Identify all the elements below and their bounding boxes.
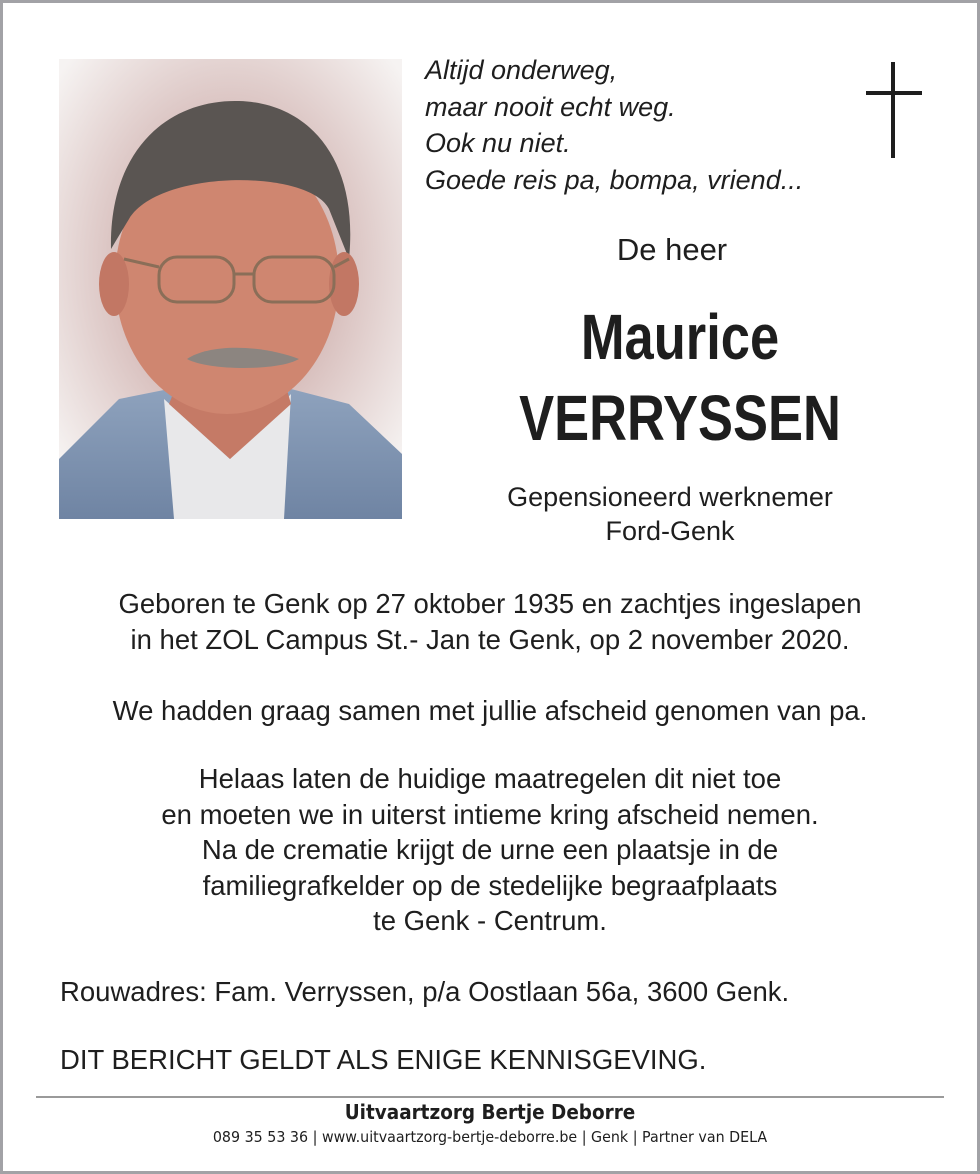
- occupation-line: Gepensioneerd werknemer: [507, 482, 833, 512]
- funeral-home-name: Uitvaartzorg Bertje Deborre: [344, 1100, 636, 1124]
- occupation-line: Ford-Genk: [605, 516, 735, 546]
- mourning-address: Rouwadres: Fam. Verryssen, p/a Oostlaan 56a, 3600 Genk.: [60, 976, 790, 1007]
- funeral-home-contact: 089 35 53 36 | www.uitvaartzorg-bertje-deborre.be | Genk | Partner van DELA: [212, 1128, 768, 1146]
- text-line: Helaas laten de huidige maatregelen dit niet toe: [198, 763, 782, 794]
- poem-line: Ook nu niet.: [425, 128, 571, 158]
- text-line: in het ZOL Campus St.- Jan te Genk, op 2 november 2020.: [130, 623, 850, 655]
- poem-line: maar nooit echt weg.: [425, 91, 676, 122]
- first-name: Maurice: [580, 301, 780, 373]
- text-line: Na de crematie krijgt de urne een plaatsje in de: [201, 834, 779, 865]
- birth-death-text: [0, 586, 980, 657]
- text-line: Geboren te Genk op 27 oktober 1935 en zachtjes ingeslapen: [118, 588, 862, 619]
- footer-divider: [36, 1096, 944, 1098]
- farewell-text: We hadden graag samen met jullie afscheid genomen van pa.: [112, 695, 868, 726]
- arrangements-text: [0, 761, 980, 939]
- text-line: en moeten we in uiterst intieme kring afscheid nemen.: [161, 798, 819, 830]
- text-line: te Genk - Centrum.: [373, 905, 607, 936]
- poem: [425, 52, 803, 198]
- cross-icon: [866, 62, 922, 158]
- poem-line: Altijd onderweg,: [425, 55, 618, 85]
- notice-statement: DIT BERICHT GELDT ALS ENIGE KENNISGEVING.: [60, 1044, 707, 1075]
- text-line: familiegrafkelder op de stedelijke begraafplaats: [202, 869, 778, 901]
- portrait-photo: [59, 59, 402, 519]
- honorific: De heer: [616, 232, 728, 267]
- poem-line: Goede reis pa, bompa, vriend...: [425, 164, 804, 195]
- occupation: [470, 480, 870, 548]
- last-name: VERRYSSEN: [519, 382, 841, 454]
